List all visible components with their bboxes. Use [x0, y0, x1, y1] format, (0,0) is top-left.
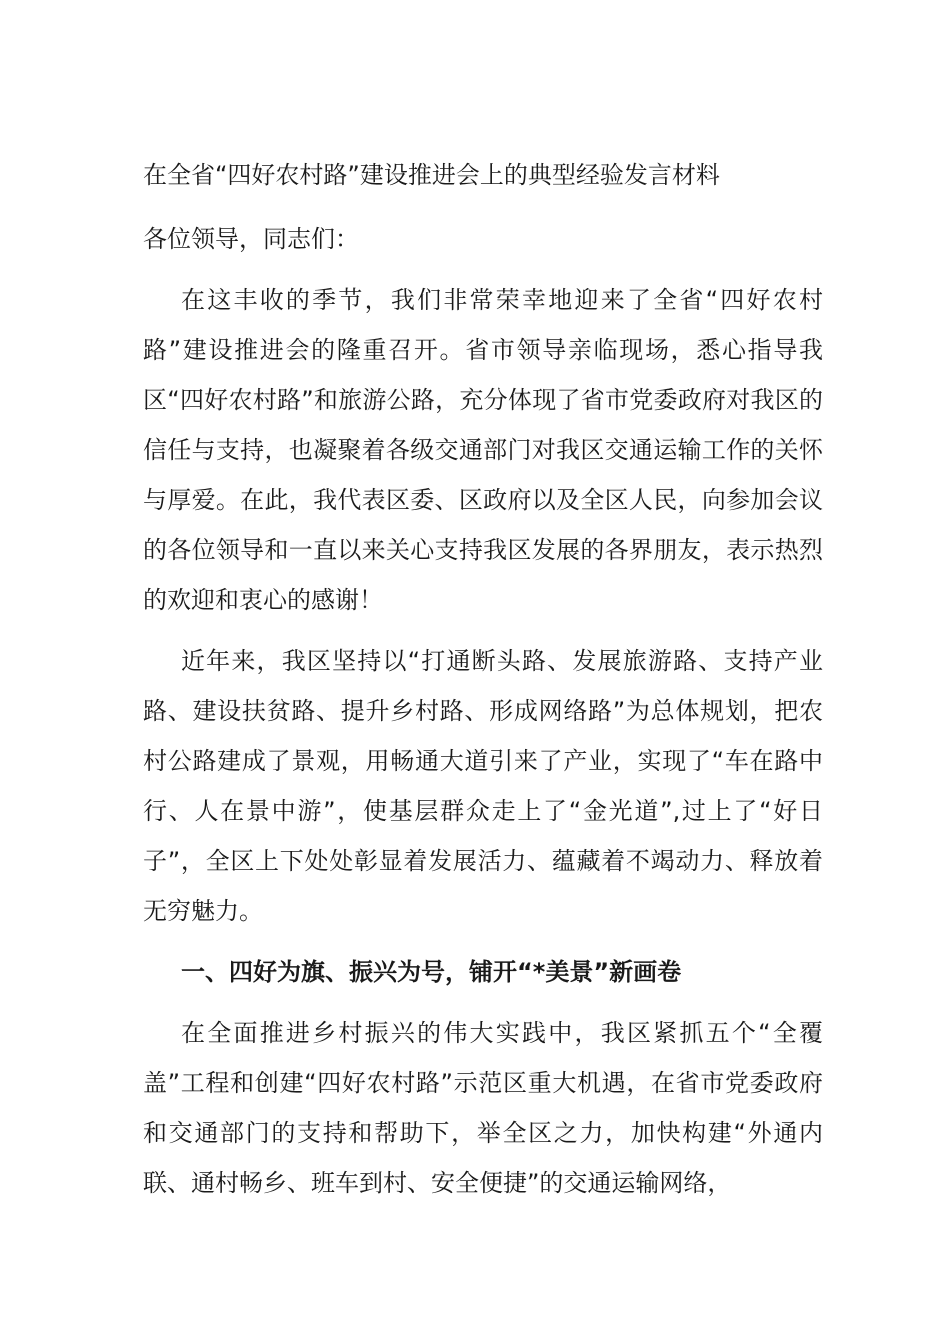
paragraph-overview: 近年来，我区坚持以“打通断头路、发展旅游路、支持产业路、建设扶贫路、提升乡村路、形成网络路”为总体规划，把农村公路建成了景观，用畅通大道引来了产业，实现了“车在路中行、人在景中游”，使基层群众走上了“金光道”,过上了“好日子”，全区上下处处彰显着发展活力、蕴藏着不竭动力、释放着无穷魅力。: [143, 647, 823, 925]
salutation: 各位领导，同志们：: [143, 225, 359, 253]
paragraph-opening: 在这丰收的季节，我们非常荣幸地迎来了全省“四好农村路”建设推进会的隆重召开。省市领导亲临现场，悉心指导我区“四好农村路”和旅游公路，充分体现了省市党委政府对我区的信任与支持，也凝聚着各级交通部门对我区交通运输工作的关怀与厚爱。在此，我代表区委、区政府以及全区人民，向参加会议的各位领导和一直以来关心支持我区发展的各界朋友，表示热烈的欢迎和衷心的感谢！: [143, 286, 823, 614]
document-title: 在全省“四好农村路”建设推进会上的典型经验发言材料: [143, 161, 720, 189]
document-page: [143, 150, 823, 1219]
section-heading-one: 一、四好为旗、振兴为号，铺开“*美景”新画卷: [181, 958, 682, 986]
paragraph-section-one: 在全面推进乡村振兴的伟大实践中，我区紧抓五个“全覆盖”工程和创建“四好农村路”示范区重大机遇，在省市党委政府和交通部门的支持和帮助下，举全区之力，加快构建“外通内联、通村畅乡、班车到村、安全便捷”的交通运输网络，: [143, 1019, 823, 1197]
